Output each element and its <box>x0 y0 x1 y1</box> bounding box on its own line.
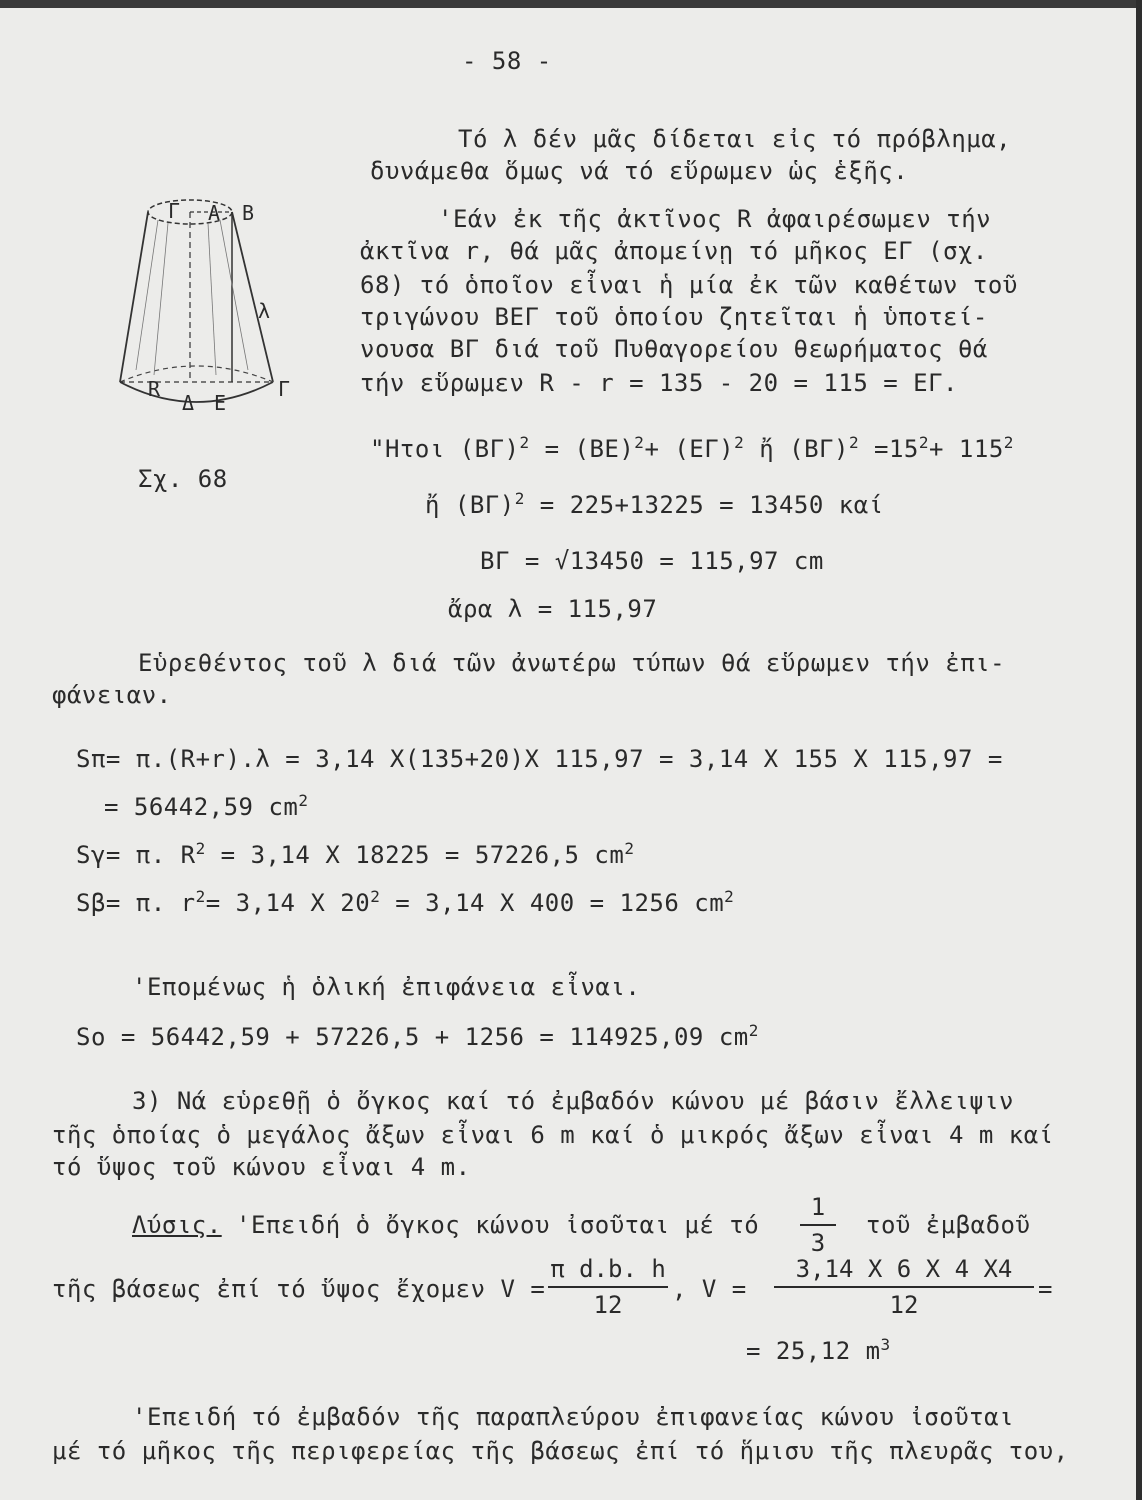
figure-caption: Σχ. 68 <box>138 465 228 493</box>
equation-root: ΒΓ = √13450 = 115,97 cm <box>480 547 824 575</box>
label-lambda: λ <box>258 299 271 323</box>
label-gamma-bottom: Γ <box>278 377 291 401</box>
equation-base-big: Sγ= π. $R^2 = 3,14$ X 18225 = 57226,5 $cm^2$ <box>76 839 635 869</box>
solution-label: Λύσις. <box>132 1211 222 1239</box>
label-gamma-top: Γ <box>168 199 181 223</box>
text-line: 3) Νά εὑρεθῇ ὁ ὄγκος καί τό ἐμβαδόν κώνου μέ βάσιν ἔλλειψιν <box>132 1087 1015 1115</box>
text-line: 'Επειδή τό ἐμβαδόν τῆς παραπλεύρου ἐπιφανείας κώνου ἰσοῦται <box>132 1403 1015 1431</box>
equation-lambda: ἄρα λ = 115,97 <box>448 595 658 623</box>
page-number: - 58 - <box>462 47 552 75</box>
fraction-volume-values: 3,14 X 6 X 4 X4 12 <box>774 1254 1034 1320</box>
label-delta: Δ <box>182 391 195 415</box>
text-line: τριγώνου ΒΕΓ τοῦ ὁποίου ζητεῖται ἡ ὑποτεί- <box>360 303 988 331</box>
text-line: φάνειαν. <box>52 681 172 709</box>
text-line: τήν εὕρωμεν R - r = 135 - 20 = 115 = ΕΓ. <box>360 369 958 397</box>
text-line: 'Εάν ἐκ τῆς ἀκτῖνος R ἀφαιρέσωμεν τήν <box>438 205 992 233</box>
figure-labels <box>148 199 290 415</box>
text-line: 'Επειδή ὁ ὄγκος κώνου ἰσοῦται μέ τό <box>236 1211 760 1239</box>
page-top-edge <box>0 0 1142 8</box>
equation-total: Sο = 56442,59 + 57226,5 + 1256 = 114925,09 $cm^2$ <box>76 1021 759 1051</box>
fraction-volume-formula: π d.b. h 12 <box>548 1254 668 1320</box>
text-line: ἀκτῖνα r, θά μᾶς ἀπομείνῃ τό μῆκος ΕΓ (σχ. <box>360 237 988 265</box>
volume-result: = 25,12 $m^3$ <box>746 1335 891 1365</box>
text-line: τοῦ ἐμβαδοῦ <box>866 1211 1031 1239</box>
text-line: δυνάμεθα ὅμως νά τό εὕρωμεν ὡς ἑξῆς. <box>370 157 909 185</box>
text-line: Τό λ δέν μᾶς δίδεται εἰς τό πρόβλημα, <box>458 125 1012 153</box>
text-line: Εὑρεθέντος τοῦ λ διά τῶν ἀνωτέρω τύπων θά εὕρωμεν τήν ἐπι- <box>138 649 1006 677</box>
text-line: 68) τό ὁποῖον εἶναι ἡ μία ἐκ τῶν καθέτων τοῦ <box>360 271 1018 299</box>
equation-lateral-result: = 56442,59 $cm^2$ <box>104 791 309 821</box>
text-line: τῆς ὁποίας ὁ μεγάλος ἄξων εἶναι 6 m καί ὁ μικρός ἄξων εἶναι 4 m καί <box>52 1121 1054 1149</box>
label-beta: Β <box>242 201 255 225</box>
text-line: μέ τό μῆκος τῆς περιφερείας τῆς βάσεως ἐπί τό ἥμισυ τῆς πλευρᾶς του, <box>52 1437 1069 1465</box>
page-right-edge <box>1136 0 1142 1500</box>
equation-pythagoras: "Ητοι $(B\Gamma)^2 = (BE)^2+ (E\Gamma)^2$ ἤ $(B\Gamma)^2 =15^2+ 115^2$ <box>370 433 1014 463</box>
text-line: νουσα ΒΓ διά τοῦ Πυθαγορείου θεωρήματος θά <box>360 335 988 363</box>
text-line: 'Επομένως ἡ ὁλική ἐπιφάνεια εἶναι. <box>132 973 641 1001</box>
cone-figure <box>108 190 318 420</box>
label-alpha: Α <box>208 201 221 225</box>
text-comma-v: , V = <box>672 1275 747 1303</box>
label-epsilon: Ε <box>214 391 227 415</box>
equation-square: ἤ $(B\Gamma)^2 = 225+13225 = 13450$ καί <box>425 489 884 519</box>
label-r: R <box>148 377 161 401</box>
text-line: τό ὕψος τοῦ κώνου εἶναι 4 m. <box>52 1153 471 1181</box>
fraction-one-third: 1 3 <box>800 1192 836 1258</box>
equation-lateral: Sπ= π.(R+r).λ = 3,14 X(135+20)X 115,97 = 3,14 X 155 X 115,97 = <box>76 745 1003 773</box>
text-line: τῆς βάσεως ἐπί τό ὕψος ἔχομεν V = <box>52 1275 546 1303</box>
equals-sign: = <box>1038 1275 1053 1303</box>
equation-base-small: Sβ= π. $r^2= 3,14$ X $20^2 = 3,14$ X 400 = 1256 $cm^2$ <box>76 887 735 917</box>
